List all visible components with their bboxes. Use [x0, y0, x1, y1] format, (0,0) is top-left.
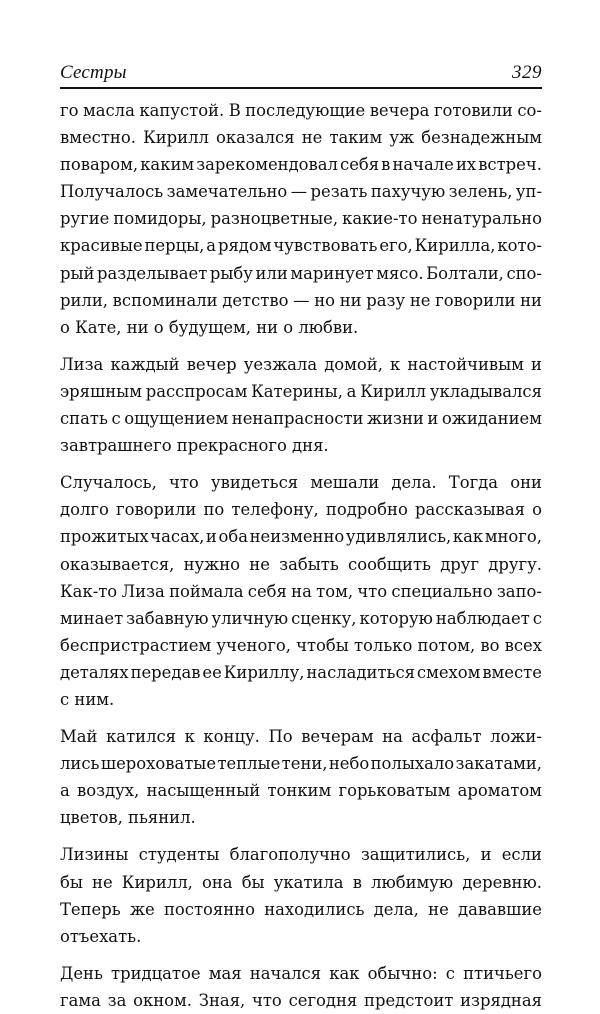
text-line: го масла капустой. В последующие вечера готовили со- — [60, 101, 542, 120]
text-line: прожитых часах, и оба неизменно удивлялись, как много, — [60, 527, 542, 547]
paragraph — [60, 960, 542, 1014]
text-line: минает забавную уличную сценку, которую наблюдает с — [60, 608, 542, 628]
text-line: Май катился к концу. По вечерам на асфальт ложи- — [60, 727, 542, 747]
book-page — [60, 62, 542, 1014]
paragraph — [60, 351, 542, 459]
text-line: ругие помидоры, разноцветные, какие-то ненатурально — [60, 209, 542, 229]
text-line: лись шероховатые теплые тени, небо полыхало закатами, — [60, 754, 542, 774]
paragraph — [60, 469, 542, 713]
text-line: а воздух, насыщенный тонким горьковатым ароматом — [60, 781, 542, 801]
text-line: вместно. Кирилл оказался не таким уж безнадежным — [60, 128, 542, 148]
paragraph — [60, 841, 542, 949]
text-line: Теперь же постоянно находились дела, не дававшие — [60, 899, 542, 919]
text-line: красивые перцы, а рядом чувствовать его, Кирилла, кото- — [60, 236, 542, 256]
text-line: отъехать. — [60, 926, 142, 946]
text-line: беспристрастием ученого, чтобы только потом, во всех — [60, 635, 542, 655]
text-line: с ним. — [60, 689, 115, 709]
text-line: спать с ощущением ненапрасности жизни и ожиданием — [60, 409, 542, 429]
text-line: гама за окном. Зная, что сегодня предстоит изрядная — [60, 990, 542, 1010]
text-line: Случалось, что увидеться мешали дела. Тогда они — [60, 473, 542, 493]
running-header — [60, 62, 542, 89]
text-line: эряшным расспросам Катерины, а Кирилл укладывался — [60, 381, 542, 401]
text-line: рый разделывает рыбу или маринует мясо. Болтали, спо- — [60, 263, 542, 283]
text-line: Получалось замечательно — резать пахучую зелень, уп- — [60, 182, 542, 202]
text-line: долго говорили по телефону, подробно рассказывая о — [60, 500, 542, 520]
text-line: цветов, пьянил. — [60, 808, 196, 828]
text-line: Как-то Лиза поймала себя на том, что специально запо- — [60, 581, 542, 601]
text-line: рили, вспоминали детство — но ни разу не говорили ни — [60, 290, 542, 310]
page-number: 329 — [512, 62, 542, 83]
text-line: бы не Кирилл, она бы укатила в любимую деревню. — [60, 872, 542, 892]
text-line: о Кате, ни о будущем, ни о любви. — [60, 317, 359, 337]
running-title: Сестры — [60, 62, 127, 83]
body-text — [60, 97, 542, 1014]
text-line: оказывается, нужно не забыть сообщить друг другу. — [60, 554, 542, 574]
text-line: деталях передав ее Кириллу, насладиться смехом вместе — [60, 662, 542, 682]
text-line: поваром, каким зарекомендовал себя в начале их встреч. — [60, 155, 542, 175]
paragraph — [60, 97, 542, 341]
text-line: Лизины студенты благополучно защитились, и если — [60, 845, 542, 865]
paragraph — [60, 723, 542, 831]
text-line: Лиза каждый вечер уезжала домой, к настойчивым и — [60, 354, 542, 374]
text-line: завтрашнего прекрасного дня. — [60, 436, 329, 456]
text-line: День тридцатое мая начался как обычно: с птичьего — [60, 963, 542, 983]
